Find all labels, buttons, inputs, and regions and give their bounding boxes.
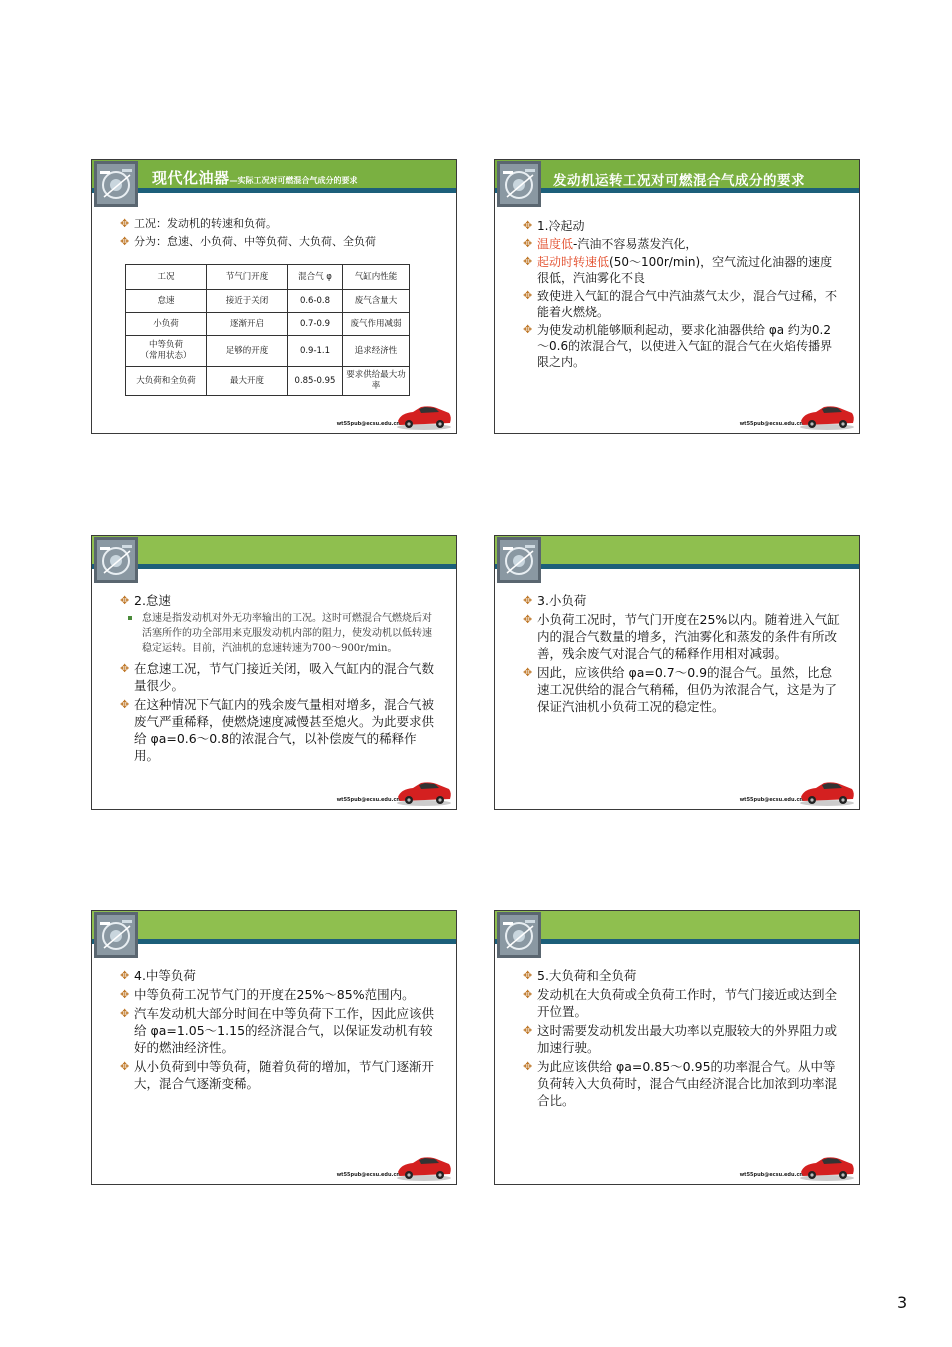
bullet-icon: ✥ bbox=[120, 969, 130, 982]
table-row: 中等负荷 （常用状态） 足够的开度 0.9-1.1 追求经济性 bbox=[126, 336, 410, 367]
table-row: 大负荷和全负荷 最大开度 0.85-0.95 要求供给最大功率 bbox=[126, 367, 410, 396]
bullet-icon: ✥ bbox=[120, 1060, 130, 1073]
bullet-icon: ✥ bbox=[523, 594, 533, 607]
bullet-icon: ✥ bbox=[523, 1024, 533, 1037]
table-header: 气缸内性能 bbox=[343, 265, 410, 290]
bullet-icon: ✥ bbox=[523, 289, 533, 302]
bullet: ✥ 工况：发动机的转速和负荷。 bbox=[120, 217, 277, 230]
bullet-icon: ✥ bbox=[120, 662, 130, 675]
bullet: ✥ 为此应该供给 φa=0.85～0.95的功率混合气。从中等负荷转入大负荷时，混合气由经济混合比加浓到功率混合比。 bbox=[523, 1059, 838, 1108]
car-icon bbox=[798, 401, 856, 431]
bullet-icon: ✥ bbox=[523, 237, 533, 250]
logo-icon bbox=[94, 537, 138, 583]
email-label: wt55pub@ecsu.edu.cn bbox=[336, 797, 400, 803]
bullet-icon: ✥ bbox=[120, 235, 130, 248]
bullet: ✥ 起动时转速低(50～100r/min)，空气流过化油器的速度很低，汽油雾化不良 bbox=[523, 255, 833, 285]
bullet-icon: ✥ bbox=[523, 988, 533, 1001]
table-header: 工况 bbox=[126, 265, 207, 290]
slide-subtitle: —实际工况对可燃混合气成分的要求 bbox=[229, 176, 358, 185]
car-icon bbox=[798, 777, 856, 807]
bullet-icon: ✥ bbox=[523, 969, 533, 982]
email-label: wt55pub@ecsu.edu.cn bbox=[739, 797, 803, 803]
bullet-icon: ✥ bbox=[523, 613, 533, 626]
logo-icon bbox=[94, 161, 138, 207]
logo-icon bbox=[497, 912, 541, 958]
table-header: 混合气 φ bbox=[288, 265, 343, 290]
email-label: wt55pub@ecsu.edu.cn bbox=[336, 1172, 400, 1178]
slide-6 bbox=[494, 910, 860, 1185]
table-row: 怠速 接近于关闭 0.6-0.8 废气含量大 bbox=[126, 290, 410, 313]
table-row: 小负荷 逐渐开启 0.7-0.9 废气作用减弱 bbox=[126, 313, 410, 336]
bullet: ✥ 在怠速工况，节气门接近关闭，吸入气缸内的混合气数量很少。 bbox=[120, 661, 435, 693]
bullet: ✥ 小负荷工况时，节气门开度在25%以内。随着进入气缸内的混合气数量的增多，汽油雾化和蒸发的条件有所改善，残余废气对混合气的稀释作用相对减弱。 bbox=[523, 612, 840, 661]
bullet: ✥ 1.冷起动 bbox=[523, 219, 585, 233]
slide-header bbox=[495, 536, 859, 569]
bullet: ✥ 这时需要发动机发出最大功率以克服较大的外界阻力或加速行驶。 bbox=[523, 1023, 838, 1055]
logo-icon bbox=[94, 912, 138, 958]
bullet: ✥ 发动机在大负荷或全负荷工作时，节气门接近或达到全开位置。 bbox=[523, 987, 838, 1019]
bullet-icon: ✥ bbox=[120, 1007, 130, 1020]
bullet-icon: ✥ bbox=[523, 666, 533, 679]
logo-icon bbox=[497, 537, 541, 583]
table-header-row bbox=[126, 265, 410, 290]
bullet-icon: ✥ bbox=[120, 988, 130, 1001]
car-icon bbox=[395, 777, 453, 807]
slide-header bbox=[495, 911, 859, 944]
slide-5 bbox=[91, 910, 457, 1185]
bullet-icon: ✥ bbox=[120, 217, 130, 230]
sub-bullet: 怠速是指发动机对外无功率输出的工况。这时可燃混合气燃烧后对活塞所作的功全部用来克服发动机内部的阻力，使发动机以低转速稳定运转。目前，汽油机的怠速转速为700～900r/min。 bbox=[120, 611, 438, 656]
page-number: 3 bbox=[897, 1293, 908, 1312]
bullet-icon: ✥ bbox=[120, 594, 130, 607]
bullet: ✥ 汽车发动机大部分时间在中等负荷下工作，因此应该供给 φa=1.05～1.15的经济混合气，以保证发动机有较好的燃油经济性。 bbox=[120, 1006, 435, 1055]
bullet-icon: ✥ bbox=[523, 1060, 533, 1073]
bullet: ✥ 在这种情况下气缸内的残余废气量相对增多，混合气被废气严重稀释，使燃烧速度减慢甚至熄火。为此要求供给 φa=0.6～0.8的浓混合气，以补偿废气的稀释作用。 bbox=[120, 697, 435, 763]
slide-header bbox=[92, 536, 456, 569]
bullet-icon: ✥ bbox=[120, 698, 130, 711]
bullet: ✥ 4.中等负荷 bbox=[120, 968, 196, 983]
slide-2 bbox=[494, 159, 860, 434]
slide-header bbox=[92, 911, 456, 944]
bullet: ✥ 温度低-汽油不容易蒸发汽化， bbox=[523, 237, 698, 251]
slide-3 bbox=[91, 535, 457, 810]
car-icon bbox=[395, 401, 453, 431]
email-label: wt55pub@ecsu.edu.cn bbox=[739, 421, 803, 427]
bullet: ✥ 从小负荷到中等负荷，随着负荷的增加，节气门逐渐开大，混合气逐渐变稀。 bbox=[120, 1059, 435, 1091]
conditions-table bbox=[125, 264, 410, 396]
bullet-icon: ✥ bbox=[523, 323, 533, 336]
slide-1 bbox=[91, 159, 457, 434]
slide-4 bbox=[494, 535, 860, 810]
logo-icon bbox=[497, 161, 541, 207]
email-label: wt55pub@ecsu.edu.cn bbox=[739, 1172, 803, 1178]
bullet: ✥ 3.小负荷 bbox=[523, 593, 587, 608]
bullet: ✥ 中等负荷工况节气门的开度在25%～85%范围内。 bbox=[120, 987, 415, 1002]
bullet-icon: ✥ bbox=[523, 255, 533, 268]
bullet: ✥ 为使发动机能够顺利起动，要求化油器供给 φa 约为0.2～0.6的浓混合气，以使进入气缸的混合气在火焰传播界限之内。 bbox=[523, 323, 833, 369]
car-icon bbox=[395, 1152, 453, 1182]
slide-title: 现代化油器—实际工况对可燃混合气成分的要求 bbox=[152, 169, 358, 187]
bullet-icon: ✥ bbox=[523, 219, 533, 232]
car-icon bbox=[798, 1152, 856, 1182]
bullet: ✥ 分为：怠速、小负荷、中等负荷、大负荷、全负荷 bbox=[120, 235, 376, 248]
slide-title: 发动机运转工况对可燃混合气成分的要求 bbox=[553, 173, 805, 189]
bullet: ✥ 致使进入气缸的混合气中汽油蒸气太少，混合气过稀，不能着火燃烧。 bbox=[523, 289, 838, 319]
bullet: ✥ 5.大负荷和全负荷 bbox=[523, 968, 637, 983]
bullet: ✥ 因此，应该供给 φa=0.7～0.9的混合气。虽然，比怠速工况供给的混合气稍稀，但仍为浓混合气，这是为了保证汽油机小负荷工况的稳定性。 bbox=[523, 665, 838, 714]
email-label: wt55pub@ecsu.edu.cn bbox=[336, 421, 400, 427]
bullet: ✥ 2.怠速 bbox=[120, 593, 171, 608]
table-header: 节气门开度 bbox=[207, 265, 288, 290]
